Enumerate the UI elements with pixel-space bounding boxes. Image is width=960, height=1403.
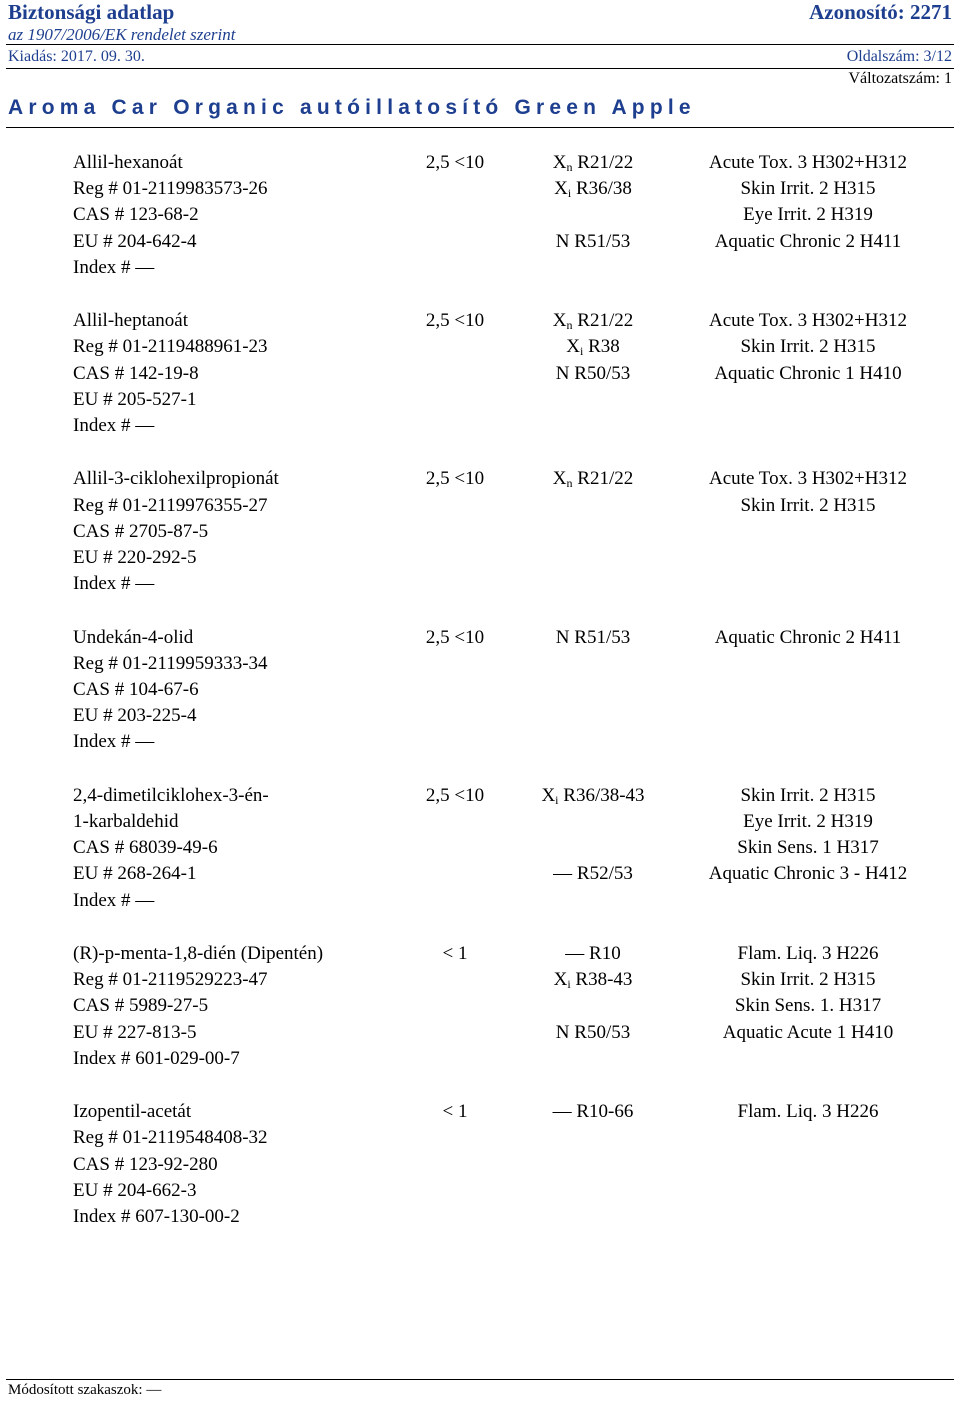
hazard-symbol: X (552, 310, 567, 332)
risk-phrase-code: R52/53 (572, 863, 633, 885)
component-entry (0, 150, 960, 290)
risk-phrase (503, 941, 683, 967)
hazard-classification: Skin Irrit. 2 H315 (740, 178, 876, 200)
entry-row (0, 1178, 960, 1204)
registration-number: Reg # 01-2119488961-23 (73, 336, 268, 358)
entry-row (0, 255, 960, 281)
concentration: 2,5 <10 (425, 468, 485, 490)
hazard-classification: Skin Irrit. 2 H315 (740, 969, 876, 991)
risk-phrase (503, 361, 683, 387)
hazard-classification: Skin Irrit. 2 H315 (740, 784, 876, 806)
component-entry (0, 941, 960, 1081)
concentration: 2,5 <10 (425, 310, 485, 332)
entry-row (0, 1125, 960, 1151)
entry-row (0, 993, 960, 1019)
registration-number: Reg # 01-2119983573-26 (73, 178, 268, 200)
hazard-classification: Aquatic Chronic 2 H411 (714, 626, 902, 648)
risk-phrase-code: R51/53 (569, 626, 631, 648)
risk-phrase (503, 861, 683, 887)
entry-row (0, 519, 960, 545)
hazard-symbol: X (566, 336, 580, 358)
hazard-classification: Aquatic Chronic 1 H410 (714, 362, 902, 384)
index-number: Index # — (73, 414, 155, 436)
entry-row (0, 571, 960, 597)
risk-phrase (503, 1020, 683, 1046)
entry-row (0, 809, 960, 835)
component-entry (0, 1099, 960, 1239)
hazard-classification: Skin Sens. 1 H317 (737, 837, 879, 859)
hazard-symbol-subscript: i (567, 186, 572, 201)
eu-number: EU # 220-292-5 (73, 546, 197, 568)
cas-number: CAS # 2705-87-5 (73, 520, 209, 542)
entry-row (0, 150, 960, 176)
entry-row (0, 1152, 960, 1178)
issue-date: Kiadás: 2017. 09. 30. (8, 48, 145, 65)
hazard-classification: Acute Tox. 3 H302+H312 (709, 152, 907, 173)
cas-number: CAS # 142-19-8 (73, 362, 199, 384)
hazard-symbol-subscript: n (566, 476, 573, 491)
hazard-classification: Eye Irrit. 2 H319 (743, 810, 873, 832)
cas-number: CAS # 104-67-6 (73, 678, 199, 700)
hazard-symbol-subscript: n (566, 318, 573, 333)
page-number: Oldalszám: 3/12 (846, 48, 952, 65)
hazard-symbol-subscript: n (566, 160, 573, 174)
eu-number: EU # 205-527-1 (73, 388, 197, 410)
eu-number: EU # 268-264-1 (73, 863, 197, 885)
risk-phrase-code: R50/53 (569, 1021, 631, 1043)
registration-number: Reg # 01-2119976355-27 (73, 494, 268, 516)
concentration: < 1 (442, 1101, 468, 1123)
hazard-classification: Skin Irrit. 2 H315 (740, 494, 876, 516)
version-number: Változatszám: 1 (848, 70, 952, 87)
index-number: Index # 607-130-00-2 (73, 1205, 240, 1227)
risk-phrase-code: R10 (584, 943, 621, 964)
hazard-symbol: N (555, 626, 570, 648)
index-number: Index # — (73, 731, 155, 753)
entry-row (0, 888, 960, 914)
hazard-symbol: X (541, 784, 556, 806)
entry-row (0, 361, 960, 387)
registration-number: Reg # 01-2119548408-32 (73, 1127, 268, 1149)
hazard-classification: Aquatic Chronic 3 - H412 (708, 863, 908, 885)
hazard-classification: Skin Irrit. 2 H315 (740, 336, 876, 358)
hazard-classification: Skin Sens. 1. H317 (734, 995, 882, 1017)
registration-number: Reg # 01-2119529223-47 (73, 969, 268, 991)
concentration: 2,5 <10 (425, 784, 485, 806)
entry-row (0, 625, 960, 651)
page-header (0, 0, 960, 128)
entry-row (0, 308, 960, 334)
entry-row (0, 783, 960, 809)
component-name: Allil-heptanoát (73, 310, 189, 332)
cas-number: CAS # 123-92-280 (73, 1153, 218, 1175)
hazard-classification: Acute Tox. 3 H302+H312 (709, 310, 907, 332)
hazard-symbol-subscript: i (567, 977, 571, 992)
eu-number: EU # 227-813-5 (73, 1021, 197, 1043)
component-entry (0, 466, 960, 606)
entry-row (0, 1020, 960, 1046)
cas-number: CAS # 123-68-2 (73, 204, 199, 226)
entry-row (0, 941, 960, 967)
registration-number: Reg # 01-2119959333-34 (73, 652, 268, 674)
hazard-classification: Eye Irrit. 2 H319 (743, 204, 873, 226)
concentration: 2,5 <10 (425, 152, 485, 173)
index-number: Index # — (73, 256, 155, 278)
entry-row (0, 861, 960, 887)
header-divider (6, 127, 954, 128)
eu-number: EU # 204-662-3 (73, 1179, 197, 1201)
component-name: Undekán-4-olid (73, 626, 194, 648)
hazard-symbol: — (565, 943, 585, 964)
hazard-symbol: — (553, 863, 573, 885)
risk-phrase (503, 625, 683, 651)
entry-row (0, 651, 960, 677)
entry-row (0, 703, 960, 729)
cas-number: CAS # 5989-27-5 (73, 995, 209, 1017)
component-name: 2,4-dimetilciklohex-3-én- (73, 784, 269, 806)
risk-phrase-code: R38-43 (570, 969, 633, 991)
entry-row (0, 1046, 960, 1072)
entry-row (0, 334, 960, 360)
entry-row (0, 677, 960, 703)
risk-phrase-code: R38 (583, 336, 620, 358)
entry-row (0, 493, 960, 519)
registration-number: 1-karbaldehid (73, 810, 179, 832)
product-name: Aroma Car Organic autóillatosító Green Apple (8, 96, 696, 119)
entry-row (0, 545, 960, 571)
hazard-symbol: — (552, 1101, 572, 1123)
entry-row (0, 387, 960, 413)
component-name: Allil-3-ciklohexilpropionát (73, 468, 279, 490)
document-identifier: Azonosító: 2271 (809, 0, 952, 24)
hazard-symbol: N (555, 1021, 570, 1043)
eu-number: EU # 204-642-4 (73, 230, 197, 252)
hazard-symbol: X (552, 468, 567, 490)
entry-row (0, 202, 960, 228)
entry-row (0, 466, 960, 492)
header-divider (6, 44, 954, 45)
entry-row (0, 229, 960, 255)
entry-row (0, 967, 960, 993)
cas-number: CAS # 68039-49-6 (73, 837, 218, 859)
risk-phrase-code: R21/22 (572, 310, 634, 332)
footer-divider (6, 1379, 954, 1380)
hazard-classification: Flam. Liq. 3 H226 (737, 1101, 879, 1123)
risk-phrase (503, 229, 683, 255)
risk-phrase-code: R10-66 (571, 1101, 634, 1123)
concentration: < 1 (442, 943, 468, 964)
hazard-symbol-subscript: i (555, 792, 559, 807)
concentration: 2,5 <10 (425, 626, 485, 648)
hazard-classification: Aquatic Chronic 2 H411 (714, 230, 902, 252)
component-entry (0, 625, 960, 765)
entry-row (0, 413, 960, 439)
index-number: Index # — (73, 889, 155, 911)
regulation-reference: az 1907/2006/EK rendelet szerint (8, 25, 236, 44)
component-entry (0, 308, 960, 448)
document-title: Biztonsági adatlap (8, 0, 175, 24)
risk-phrase-code: R51/53 (569, 230, 631, 252)
index-number: Index # — (73, 573, 155, 595)
component-name: (R)-p-menta-1,8-dién (Dipentén) (73, 943, 324, 964)
risk-phrase-code: R21/22 (572, 152, 634, 173)
hazard-symbol: N (555, 230, 570, 252)
modified-sections: Módosított szakaszok: — (8, 1382, 162, 1398)
hazard-symbol-subscript: i (579, 344, 584, 359)
risk-phrase (503, 1099, 683, 1125)
component-name: Allil-hexanoát (73, 152, 183, 173)
hazard-classification: Acute Tox. 3 H302+H312 (709, 468, 907, 490)
risk-phrase-code: R50/53 (569, 362, 631, 384)
entry-row (0, 729, 960, 755)
component-entry (0, 783, 960, 923)
index-number: Index # 601-029-00-7 (73, 1047, 240, 1069)
hazard-classification: Flam. Liq. 3 H226 (737, 943, 879, 964)
entry-row (0, 176, 960, 202)
entry-row (0, 1099, 960, 1125)
entry-row (0, 1204, 960, 1230)
risk-phrase-code: R21/22 (572, 468, 634, 490)
hazard-symbol: X (553, 969, 568, 991)
hazard-symbol: X (552, 152, 567, 173)
risk-phrase-code: R36/38 (571, 178, 632, 200)
hazard-classification: Aquatic Acute 1 H410 (722, 1021, 894, 1043)
header-divider (6, 68, 954, 69)
entry-row (0, 835, 960, 861)
risk-phrase-code: R36/38-43 (558, 784, 645, 806)
hazard-symbol: X (554, 178, 568, 200)
hazard-symbol: N (555, 362, 570, 384)
component-name: Izopentil-acetát (73, 1101, 192, 1123)
eu-number: EU # 203-225-4 (73, 705, 197, 727)
